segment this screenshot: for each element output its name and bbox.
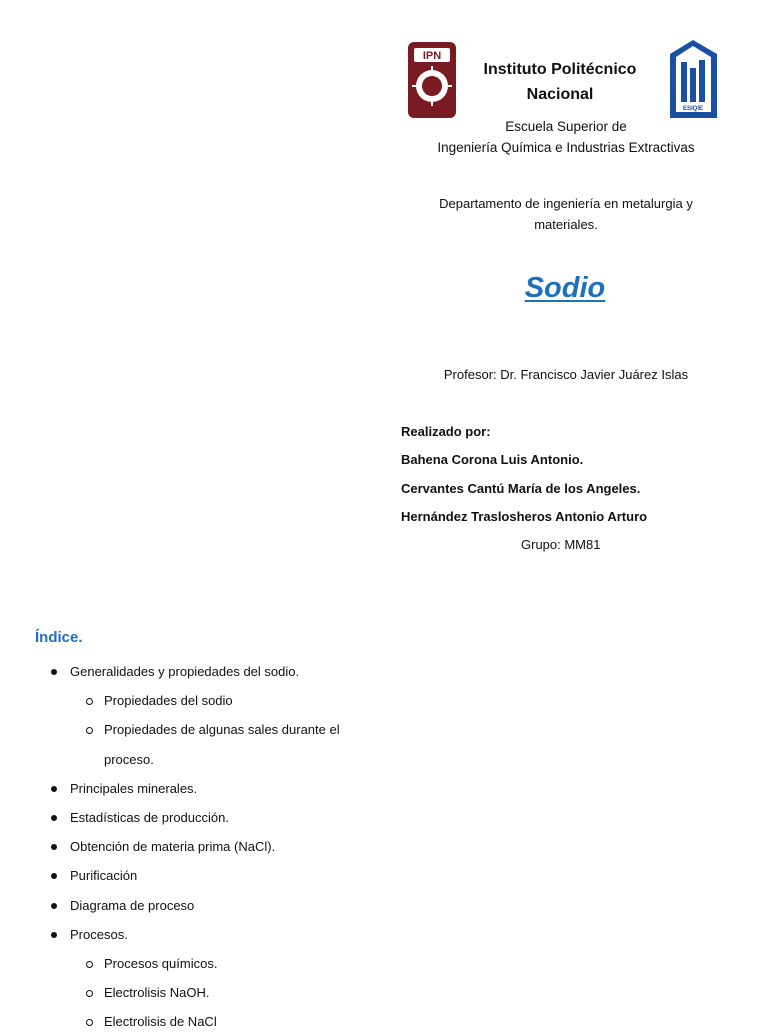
index-list	[0, 657, 400, 1036]
list-item-continuation: proceso.	[104, 751, 154, 767]
bullet-icon	[51, 844, 57, 850]
author-name: Hernández Traslosheros Antonio Arturo	[401, 509, 648, 524]
list-item: Diagrama de proceso	[0, 891, 400, 920]
bullet-ring-icon	[86, 727, 93, 734]
list-item: Obtención de materia prima (NaCl).	[0, 832, 400, 861]
school-line-2: Ingeniería Química e Industrias Extractivas	[437, 140, 695, 155]
list-item: Electrolisis NaOH.	[0, 978, 400, 1007]
author-name: Bahena Corona Luis Antonio.	[401, 452, 584, 467]
bullet-icon	[51, 815, 57, 821]
list-item: Estadísticas de producción.	[0, 803, 400, 832]
school-line-1: Escuela Superior de	[505, 119, 627, 134]
document-title[interactable]: Sodio	[524, 272, 606, 304]
ipn-logo-text: IPN	[422, 50, 442, 62]
bullet-icon	[51, 873, 57, 879]
group-label: Grupo: MM81	[521, 537, 601, 552]
list-item: Procesos.	[0, 920, 400, 949]
list-item: Electrolisis de NaCl	[0, 1007, 400, 1036]
index-title: Índice.	[35, 629, 83, 646]
list-item: Propiedades del sodio	[0, 686, 400, 715]
bullet-icon	[51, 932, 57, 938]
list-item: Generalidades y propiedades del sodio.	[0, 657, 400, 686]
esiqie-logo-text: ESIQIE	[682, 106, 704, 112]
bullet-ring-icon	[86, 698, 93, 705]
bullet-icon	[51, 669, 57, 675]
bullet-ring-icon	[86, 1019, 93, 1026]
esiqie-logo-icon	[667, 38, 720, 122]
bullet-icon	[51, 903, 57, 909]
author-name: Cervantes Cantú María de los Angeles.	[401, 481, 641, 496]
bullet-icon	[51, 786, 57, 792]
authors-label: Realizado por:	[401, 424, 491, 439]
school-name	[420, 116, 712, 158]
bullet-ring-icon	[86, 990, 93, 997]
bullet-ring-icon	[86, 961, 93, 968]
department-name: Departamento de ingeniería en metalurgia y materiales.	[439, 196, 693, 232]
professor-line: Profesor: Dr. Francisco Javier Juárez Islas	[443, 367, 689, 382]
list-item: Purificación	[0, 861, 400, 890]
list-item: Principales minerales.	[0, 774, 400, 803]
list-item: Propiedades de algunas sales durante el	[0, 715, 400, 744]
list-item: Procesos químicos.	[0, 949, 400, 978]
ipn-logo-icon	[404, 40, 460, 120]
institute-name: Instituto Politécnico Nacional	[483, 61, 637, 103]
